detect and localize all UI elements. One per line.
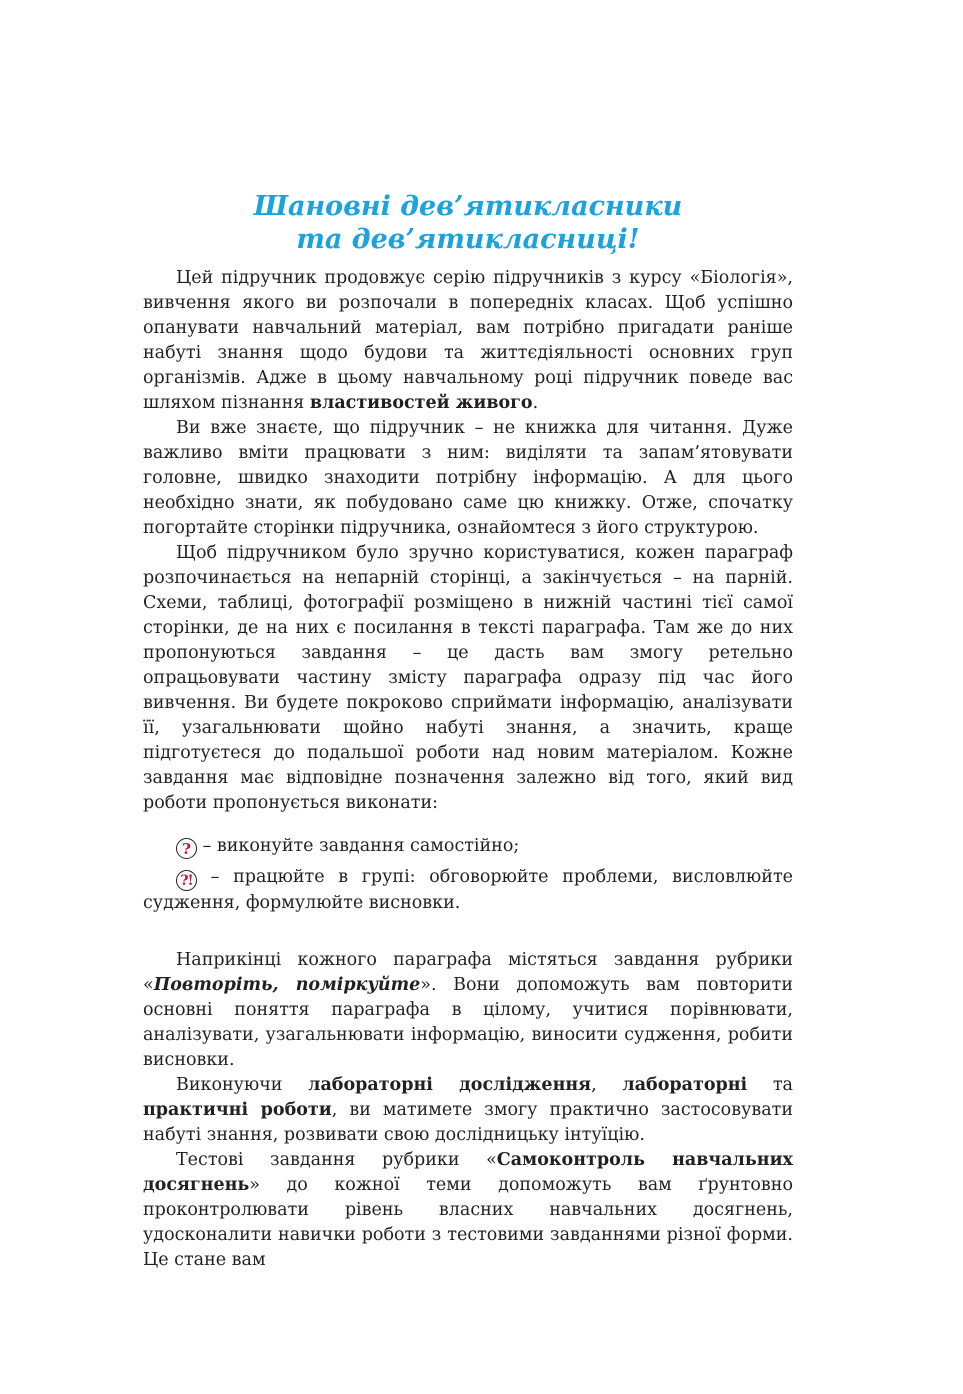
title-line-2: та дев’ятикласниці!: [296, 224, 640, 255]
bold-term: практичні роботи: [143, 1100, 332, 1120]
rubric-name: Повторіть, поміркуйте: [153, 975, 421, 995]
text-run: Виконуючи: [176, 1075, 309, 1095]
paragraph-review: [143, 948, 793, 1073]
text-run: Наприкінці кожного параграфа містяться завдання рубрики «: [143, 950, 793, 995]
bold-term: Самоконтроль навчальних досягнень: [143, 1150, 793, 1195]
question-icon: ?: [176, 838, 197, 859]
paragraph-self-control: [143, 1148, 793, 1273]
legend-text: – працюйте в групі: обговорюйте проблеми, висловлюйте судження, формулюйте висновки.: [143, 867, 793, 913]
legend-text: – виконуйте завдання самостійно;: [197, 836, 520, 856]
paragraph-how-to-use: Ви вже знаєте, що підручник – не книжка для читання. Дуже важливо вміти працювати з ним: виділяти та запам’ятовувати головне, швидко знаходити потрібну інформацію. А для цього необхідно знати, як побудовано саме цю книжку. Отже, спочатку погортайте сторінки підручника, ознайомтеся з його структурою.: [143, 418, 793, 538]
text-run: ,: [591, 1075, 623, 1095]
paragraph-intro: [143, 266, 793, 416]
text-run: ». Вони допоможуть вам повторити основні поняття параграфа в цілому, учитися порівнювати, аналізувати, узагальнювати інформацію, виносити судження, робити висновки.: [143, 975, 793, 1070]
question-exclamation-icon: ?!: [176, 870, 197, 891]
body-text: [143, 266, 793, 1273]
text-run: » до кожної теми допоможуть вам ґрунтовно проконтролювати рівень власних навчальних досягнень, удосконалити навички роботи з тестовими завданнями різної форми. Це стане вам: [143, 1175, 793, 1270]
bold-term: лабораторні дослідження: [308, 1075, 592, 1095]
legend-item-group: [143, 865, 793, 916]
text-run: , ви матимете змогу практично застосовувати набуті знання, розвивати свою дослідницьку інтуїцію.: [143, 1100, 793, 1145]
legend-item-single: [143, 834, 793, 859]
bold-term: лабораторні: [622, 1075, 748, 1095]
title-line-1: Шановні дев’ятикласники: [253, 191, 683, 222]
paragraph-labs: [143, 1073, 793, 1148]
page-title: [143, 190, 793, 256]
text-run: Тестові завдання рубрики «: [176, 1150, 497, 1170]
text-run: Цей підручник продовжує серію підручників з курсу «Біологія», вивчення якого ви розпочали в попередніх класах. Щоб успішно опанувати навчальний матеріал, вам потрібно пригадати раніше набуті знання щодо будови та життєдіяльності основних груп організмів. Адже в цьому навчальному році підручник поведе вас шляхом пізнання: [143, 268, 793, 413]
paragraph-structure: Щоб підручником було зручно користуватися, кожен параграф розпочинається на непарній сторінці, а закінчується – на парній. Схеми, таблиці, фотографії розміщено в нижній частині тієї самої сторінки, де на них є посилання в тексті параграфа. Там же до них пропонуються завдання – це дасть вам змогу ретельно опрацьовувати частину змісту параграфа одразу під час його вивчення. Ви будете покроково сприймати інформацію, аналізувати її, узагальнювати щойно набуті знання, а значить, краще підготуєтеся до подальшої роботи над новим матеріалом. Кожне завдання має відповідне позначення залежно від того, який вид роботи пропонується виконати:: [143, 543, 793, 813]
spacer: [143, 934, 793, 948]
bold-term: властивостей живого: [309, 393, 533, 413]
text-run: .: [532, 393, 539, 413]
task-icons-legend: [143, 834, 793, 916]
text-run: та: [747, 1075, 793, 1095]
